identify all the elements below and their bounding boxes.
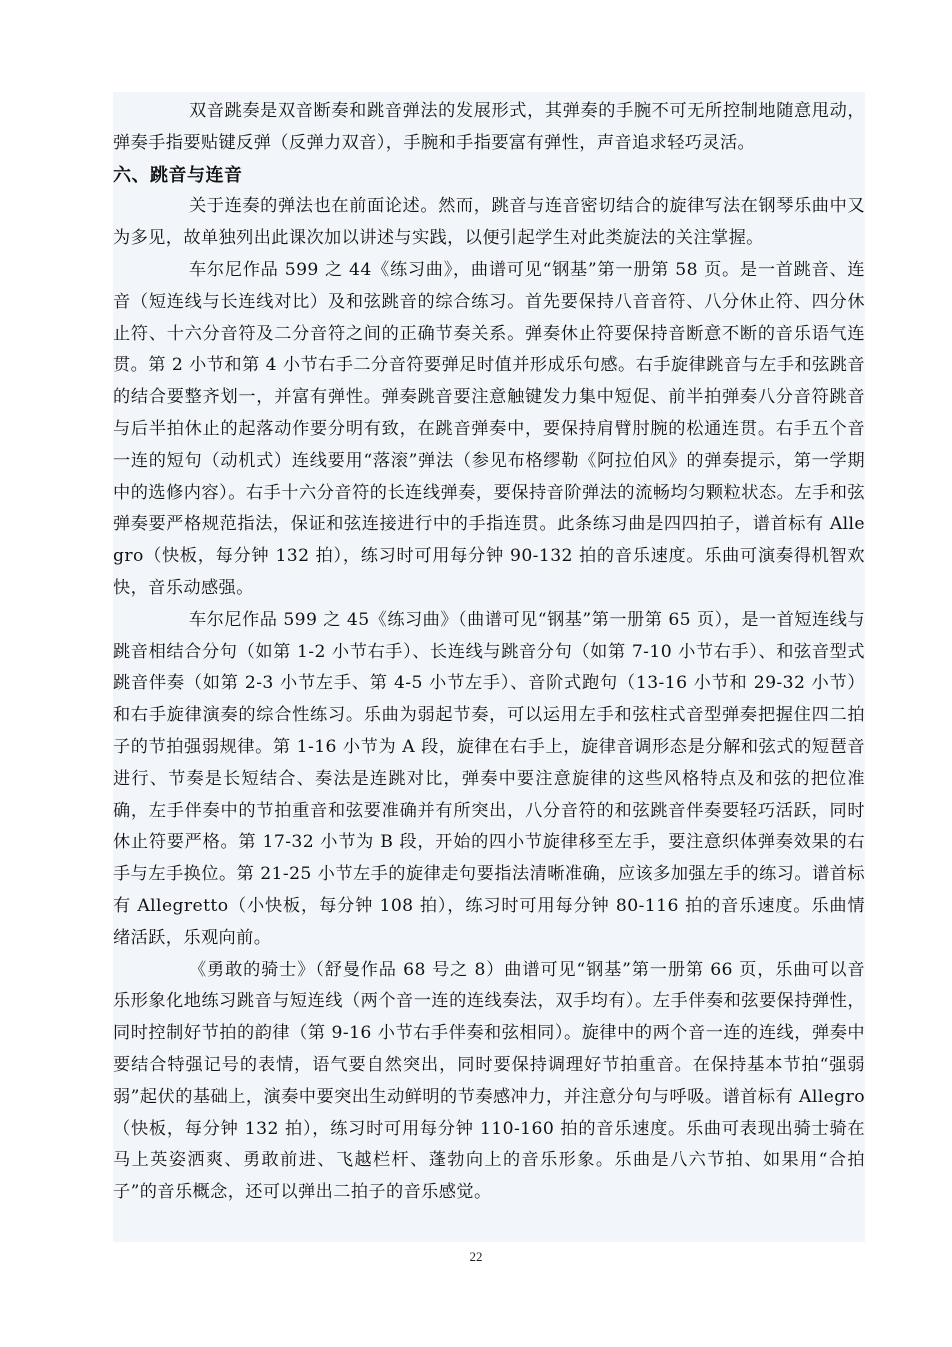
paragraph-brave-knight: 《勇敢的骑士》（舒曼作品 68 号之 8）曲谱可见“钢基”第一册第 66 页，乐曲可以音乐形象化地练习跳音与短连线（两个音一连的连线奏法，双手均有）。左手伴奏和弦要保持弹性，同时控制好节拍的韵律（第 9-16 小节右手伴奏和弦相同）。旋律中的两个音一连的连线，弹奏中要结合特强记号的表情，语气要自然突出，同时要保持调理好节拍重音。在保持基本节拍“强弱弱”起伏的基础上，演奏中要突出生动鲜明的节奏感冲力，并注意分句与呼吸。谱首标有 Allegro（快板，每分钟 132 拍），练习时可用每分钟 110-160 拍的音乐速度。乐曲可表现出骑士骑在马上英姿洒爽、勇敢前进、飞越栏杆、蓬勃向上的音乐形象。乐曲是八六节拍、如果用“合拍子”的音乐概念，还可以弹出二拍子的音乐感觉。 bbox=[113, 959, 865, 1203]
paragraph-intro: 关于连奏的弹法也在前面论述。然而，跳音与连音密切结合的旋律写法在钢琴乐曲中又为多见，故单独列出此课次加以讲述与实践，以便引起学生对此类旋法的关注掌握。 bbox=[113, 196, 865, 249]
paragraph-czerny-45: 车尔尼作品 599 之 45《练习曲》（曲谱可见“钢基”第一册第 65 页），是一首短连线与跳音相结合分句（如第 1-2 小节右手）、长连线与跳音分句（如第 7-10 小节右手）、和弦音型式跳音伴奏（如第 2-3 小节左手、第 4-5 小节左手）、音阶式跑句（13-16 小节和 29-32 小节）和右手旋律演奏的综合性练习。乐曲为弱起节奏，可以运用左手和弦柱式音型弹奏把握住四二拍子的节拍强弱规律。第 1-16 小节为 A 段，旋律在右手上，旋律音调形态是分解和弦式的短琶音进行、节奏是长短结合、奏法是连跳对比，弹奏中要注意旋律的这些风格特点及和弦的把位准确，左手伴奏中的节拍重音和弦要准确并有所突出，八分音符的和弦跳音伴奏要轻巧活跃，同时休止符要严格。第 17-32 小节为 B 段，开始的四小节旋律移至左手，要注意织体弹奏效果的右手与左手换位。第 21-25 小节左手的旋律走句要指法清晰准确，应该多加强左手的练习。谱首标有 Allegretto（小快板，每分钟 108 拍），练习时可用每分钟 80-116 拍的音乐速度。乐曲情绪活跃，乐观向前。 bbox=[113, 609, 865, 948]
paragraph-double-staccato: 双音跳奏是双音断奏和跳音弹法的发展形式，其弹奏的手腕不可无所控制地随意甩动，弹奏手指要贴键反弹（反弹力双音），手腕和手指要富有弹性，声音追求轻巧灵活。 bbox=[113, 101, 865, 153]
document-body bbox=[113, 96, 865, 1209]
section-heading-staccato-legato: 六、跳音与连音 bbox=[113, 164, 243, 186]
page-number: 22 bbox=[469, 1249, 483, 1264]
paragraph-czerny-44: 车尔尼作品 599 之 44《练习曲》，曲谱可见“钢基”第一册第 58 页。是一首跳音、连音（短连线与长连线对比）及和弦跳音的综合练习。首先要保持八音音符、八分休止符、四分休止符、十六分音符及二分音符之间的正确节奏关系。弹奏休止符要保持音断意不断的音乐语气连贯。第 2 小节和第 4 小节右手二分音符要弹足时值并形成乐句感。右手旋律跳音与左手和弦跳音的结合要整齐划一，并富有弹性。弹奏跳音要注意触键发力集中短促、前半拍弹奏八分音符跳音与后半拍休止的起落动作要分明有致，在跳音弹奏中，要保持肩臂肘腕的松通连贯。右手五个音一连的短句（动机式）连线要用“落滚”弹法（参见布格缪勒《阿拉伯风》的弹奏提示，第一学期中的选修内容）。右手十六分音符的长连线弹奏，要保持音阶弹法的流畅均匀颗粒状态。左手和弦弹奏要严格规范指法，保证和弦连接进行中的手指连贯。此条练习曲是四四拍子，谱首标有 Allegro（快板，每分钟 132 拍），练习时可用每分钟 90-132 拍的音乐速度。乐曲可演奏得机智欢快，音乐动感强。 bbox=[113, 259, 865, 598]
